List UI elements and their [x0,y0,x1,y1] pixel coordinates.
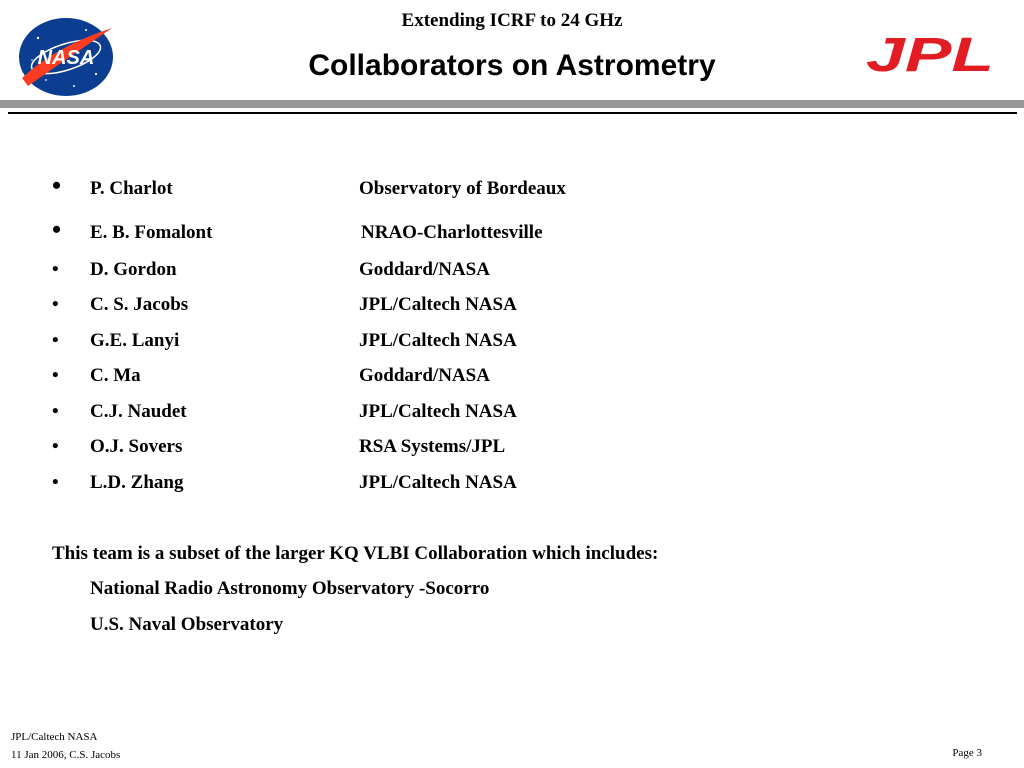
jpl-logo-text: JPL [866,30,994,76]
collaborator-affiliation: NRAO-Charlottesville [361,222,543,243]
collaborator-name: L.D. Zhang [90,472,184,493]
bullet-icon: • [52,365,59,386]
list-item [0,401,1024,431]
page-number: Page 3 [952,747,982,759]
bullet-icon: • [52,330,59,351]
collaborator-name: P. Charlot [90,178,173,199]
list-item [0,171,1024,208]
collaborator-name: E. B. Fomalont [90,222,213,243]
collaborator-name: C.J. Naudet [90,401,187,422]
list-item [0,472,1024,502]
collaborator-affiliation: Goddard/NASA [359,259,490,280]
bullet-icon: • [52,436,59,457]
bullet-icon: • [52,401,59,422]
bullet-icon: • [52,215,62,244]
list-item [0,330,1024,360]
bullet-icon: • [52,171,62,200]
collaborator-affiliation: JPL/Caltech NASA [359,294,517,315]
collaborator-affiliation: Observatory of Bordeaux [359,178,566,199]
collaborator-affiliation: JPL/Caltech NASA [359,330,517,351]
bullet-icon: • [52,472,59,493]
jpl-logo [862,30,998,76]
slide-title: Collaborators on Astrometry [308,49,716,82]
note-member: U.S. Naval Observatory [90,614,284,635]
header-rule-thin [8,112,1017,114]
collaborator-affiliation: RSA Systems/JPL [359,436,506,457]
footer-date-author: 11 Jan 2006, C.S. Jacobs [11,749,121,761]
collaborator-name: C. Ma [90,365,141,386]
collaborator-affiliation: JPL/Caltech NASA [359,401,517,422]
note-member: National Radio Astronomy Observatory -Socorro [90,578,490,599]
slide-subtitle: Extending ICRF to 24 GHz [401,10,623,31]
list-item [0,294,1024,324]
list-item [0,436,1024,466]
list-item [0,259,1024,289]
note-intro: This team is a subset of the larger KQ VLBI Collaboration which includes: [52,543,659,564]
bullet-icon: • [52,259,59,280]
collaborator-name: C. S. Jacobs [90,294,189,315]
header-rule-thick [0,100,1024,108]
collaborator-name: O.J. Sovers [90,436,183,457]
collaborator-affiliation: Goddard/NASA [359,365,490,386]
collaborator-name: D. Gordon [90,259,177,280]
bullet-icon: • [52,294,59,315]
list-item [0,365,1024,395]
footer-org: JPL/Caltech NASA [11,731,98,743]
collaborator-name: G.E. Lanyi [90,330,180,351]
collaborator-affiliation: JPL/Caltech NASA [359,472,517,493]
nasa-logo-text: NASA [37,47,95,69]
list-item [0,215,1024,252]
